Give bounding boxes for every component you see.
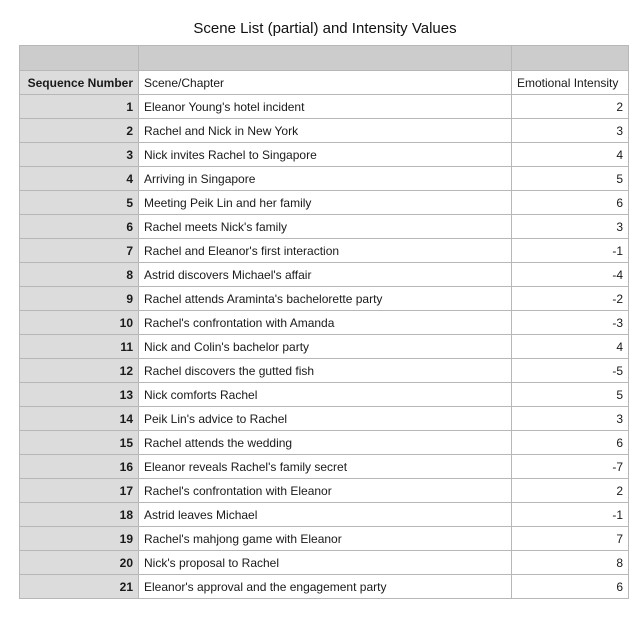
sequence-number-cell: 9 [20, 287, 139, 311]
band-cell [512, 46, 629, 71]
table-row [20, 551, 629, 575]
sequence-number-cell: 21 [20, 575, 139, 599]
sequence-number-cell: 13 [20, 383, 139, 407]
scene-cell: Eleanor's approval and the engagement party [139, 575, 512, 599]
sequence-number-cell: 4 [20, 167, 139, 191]
intensity-cell: 5 [512, 383, 629, 407]
sequence-number-cell: 10 [20, 311, 139, 335]
scene-cell: Arriving in Singapore [139, 167, 512, 191]
table-row [20, 311, 629, 335]
scene-cell: Eleanor Young's hotel incident [139, 95, 512, 119]
intensity-cell: -1 [512, 503, 629, 527]
scene-table [19, 45, 629, 599]
intensity-cell: -5 [512, 359, 629, 383]
intensity-cell: 6 [512, 191, 629, 215]
sequence-number-cell: 18 [20, 503, 139, 527]
sequence-number-cell: 11 [20, 335, 139, 359]
table-row [20, 383, 629, 407]
table-row [20, 167, 629, 191]
column-header-scene: Scene/Chapter [139, 71, 512, 95]
scene-cell: Astrid leaves Michael [139, 503, 512, 527]
table-row [20, 263, 629, 287]
column-header-intensity: Emotional Intensity [512, 71, 629, 95]
scene-cell: Nick comforts Rachel [139, 383, 512, 407]
intensity-cell: 4 [512, 143, 629, 167]
scene-cell: Nick's proposal to Rachel [139, 551, 512, 575]
table-row [20, 479, 629, 503]
scene-cell: Meeting Peik Lin and her family [139, 191, 512, 215]
column-header-row [20, 71, 629, 95]
sequence-number-cell: 16 [20, 455, 139, 479]
intensity-cell: 7 [512, 527, 629, 551]
scene-cell: Rachel's mahjong game with Eleanor [139, 527, 512, 551]
sequence-number-cell: 8 [20, 263, 139, 287]
sequence-number-cell: 15 [20, 431, 139, 455]
intensity-cell: 8 [512, 551, 629, 575]
table-title: Scene List (partial) and Intensity Values [193, 20, 457, 37]
table-row [20, 575, 629, 599]
table-row [20, 95, 629, 119]
intensity-cell: -7 [512, 455, 629, 479]
header-band-row [20, 46, 629, 71]
band-cell [139, 46, 512, 71]
sequence-number-cell: 7 [20, 239, 139, 263]
intensity-cell: 6 [512, 575, 629, 599]
scene-cell: Rachel and Eleanor's first interaction [139, 239, 512, 263]
intensity-cell: 2 [512, 95, 629, 119]
scene-cell: Eleanor reveals Rachel's family secret [139, 455, 512, 479]
sequence-number-cell: 1 [20, 95, 139, 119]
table-row [20, 239, 629, 263]
band-cell [20, 46, 139, 71]
table-row [20, 359, 629, 383]
sequence-number-cell: 20 [20, 551, 139, 575]
intensity-cell: 3 [512, 119, 629, 143]
table-row [20, 191, 629, 215]
intensity-cell: -2 [512, 287, 629, 311]
intensity-cell: 3 [512, 407, 629, 431]
table-row [20, 455, 629, 479]
table-row [20, 119, 629, 143]
scene-cell: Rachel meets Nick's family [139, 215, 512, 239]
sequence-number-cell: 12 [20, 359, 139, 383]
sequence-number-cell: 3 [20, 143, 139, 167]
scene-cell: Astrid discovers Michael's affair [139, 263, 512, 287]
sequence-number-cell: 14 [20, 407, 139, 431]
sequence-number-cell: 5 [20, 191, 139, 215]
scene-cell: Rachel and Nick in New York [139, 119, 512, 143]
intensity-cell: -3 [512, 311, 629, 335]
scene-cell: Rachel attends the wedding [139, 431, 512, 455]
table-row [20, 215, 629, 239]
scene-cell: Rachel's confrontation with Amanda [139, 311, 512, 335]
sequence-number-cell: 6 [20, 215, 139, 239]
sequence-number-cell: 19 [20, 527, 139, 551]
scene-cell: Peik Lin's advice to Rachel [139, 407, 512, 431]
sequence-number-cell: 17 [20, 479, 139, 503]
intensity-cell: 5 [512, 167, 629, 191]
scene-cell: Rachel's confrontation with Eleanor [139, 479, 512, 503]
table-row [20, 527, 629, 551]
scene-cell: Rachel discovers the gutted fish [139, 359, 512, 383]
intensity-cell: -4 [512, 263, 629, 287]
intensity-cell: -1 [512, 239, 629, 263]
intensity-cell: 4 [512, 335, 629, 359]
scene-cell: Rachel attends Araminta's bachelorette party [139, 287, 512, 311]
column-header-sequence: Sequence Number [20, 71, 139, 95]
table-row [20, 143, 629, 167]
intensity-cell: 2 [512, 479, 629, 503]
table-row [20, 335, 629, 359]
table-row [20, 407, 629, 431]
scene-cell: Nick and Colin's bachelor party [139, 335, 512, 359]
intensity-cell: 6 [512, 431, 629, 455]
intensity-cell: 3 [512, 215, 629, 239]
table-row [20, 431, 629, 455]
sequence-number-cell: 2 [20, 119, 139, 143]
scene-cell: Nick invites Rachel to Singapore [139, 143, 512, 167]
table-row [20, 287, 629, 311]
table-row [20, 503, 629, 527]
